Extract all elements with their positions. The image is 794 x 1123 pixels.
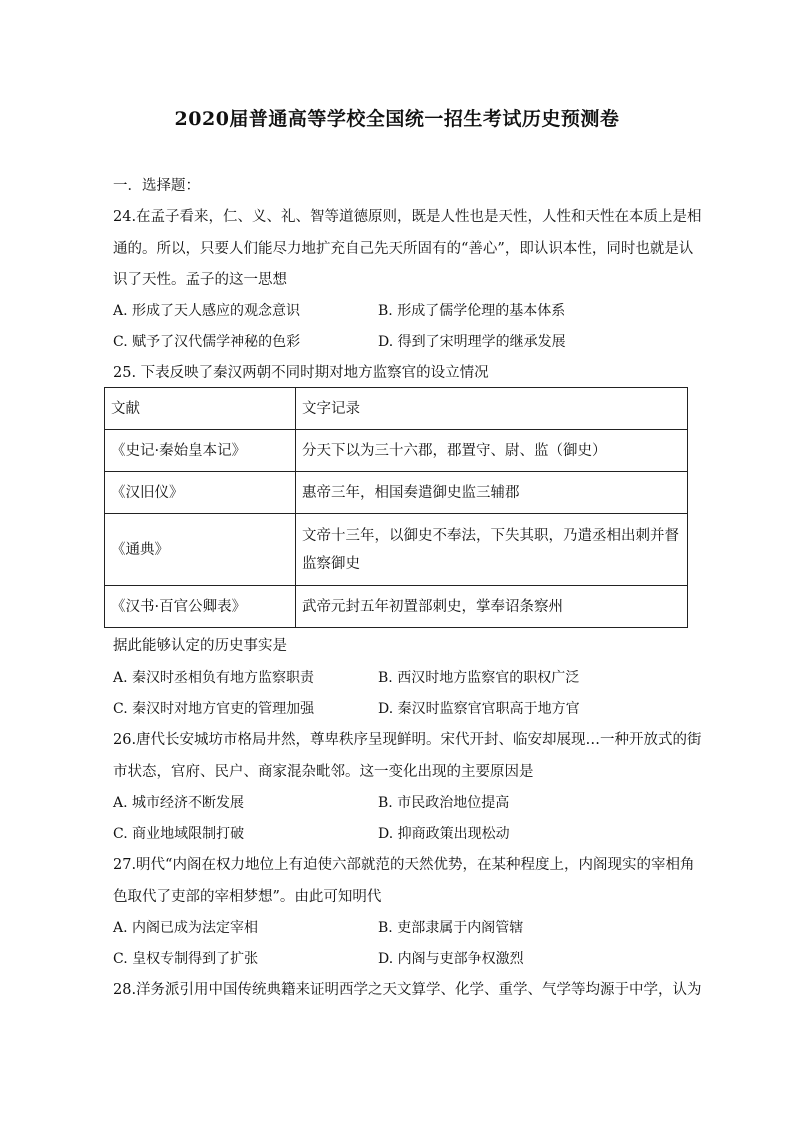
q25-after-text: 据此能够认定的历史事实是 [113,638,287,654]
table-cell: 文帝十三年，以御史不奉法，下失其职，乃遣丞相出刺并督监察御史 [296,514,688,586]
q26-option-b: B. 市民政治地位提高 [378,795,510,811]
table-cell: 《汉书·百官公卿表》 [105,586,296,628]
table-cell: 《通典》 [105,514,296,586]
q26-option-c: C. 商业地域限制打破 [113,826,245,842]
table-cell: 《汉旧仪》 [105,472,296,514]
q25-option-a: A. 秦汉时丞相负有地方监察职责 [113,670,315,686]
table-row [105,430,688,472]
q26-line-1: 26.唐代长安城坊市格局井然，尊卑秩序呈现鲜明。宋代开封、临安却展现…一种开放式的街 [113,732,702,748]
q27-option-b: B. 吏部隶属于内阁管辖 [378,920,524,936]
q27-option-d: D. 内阁与吏部争权激烈 [378,951,524,967]
table-cell: 《史记·秦始皇本记》 [105,430,296,472]
page-title: 2020届普通高等学校全国统一招生考试历史预测卷 [174,108,620,130]
table-row [105,586,688,628]
table-row [105,472,688,514]
q25-option-b: B. 西汉时地方监察官的职权广泛 [378,670,580,686]
section-heading: 一．选择题： [113,178,200,194]
q26-option-d: D. 抑商政策出现松动 [378,826,510,842]
table-header-cell: 文献 [105,388,296,430]
q24-line-2: 通的。所以，只要人们能尽力地扩充自己先天所固有的“善心”，即认识本性，同时也就是认 [113,241,694,257]
q25-stem: 25. 下表反映了秦汉两朝不同时期对地方监察官的设立情况 [113,365,489,381]
q27-option-a: A. 内阁已成为法定宰相 [113,920,259,936]
q24-line-3: 识了天性。孟子的这一思想 [113,272,287,288]
q25-table [104,387,688,628]
table-header-row [105,388,688,430]
table-header-cell: 文字记录 [296,388,688,430]
q25-option-d: D. 秦汉时监察官官职高于地方官 [378,701,580,717]
table-cell: 惠帝三年，相国奏遣御史监三辅郡 [296,472,688,514]
table-row [105,514,688,586]
q25-option-c: C. 秦汉时对地方官吏的管理加强 [113,701,315,717]
table-cell: 武帝元封五年初置部刺史，掌奉诏条察州 [296,586,688,628]
q26-line-2: 市状态，官府、民户、商家混杂毗邻。这一变化出现的主要原因是 [113,764,534,780]
q26-option-a: A. 城市经济不断发展 [113,795,245,811]
table-cell: 分天下以为三十六郡，郡置守、尉、监（御史） [296,430,688,472]
q27-option-c: C. 皇权专制得到了扩张 [113,951,259,967]
q24-option-c: C. 赋予了汉代儒学神秘的色彩 [113,334,301,350]
q24-option-a: A. 形成了天人感应的观念意识 [113,303,301,319]
q27-line-1: 27.明代“内阁在权力地位上有迫使六部就范的天然优势，在某种程度上，内阁现实的宰相角 [113,857,695,873]
q28-line-1: 28.洋务派引用中国传统典籍来证明西学之天文算学、化学、重学、气学等均源于中学，认为 [113,982,702,998]
q27-line-2: 色取代了吏部的宰相梦想”。由此可知明代 [113,889,382,905]
q24-line-1: 24.在孟子看来，仁、义、礼、智等道德原则，既是人性也是天性，人性和天性在本质上是相 [113,209,702,225]
q24-option-d: D. 得到了宋明理学的继承发展 [378,334,566,350]
q24-option-b: B. 形成了儒学伦理的基本体系 [378,303,566,319]
